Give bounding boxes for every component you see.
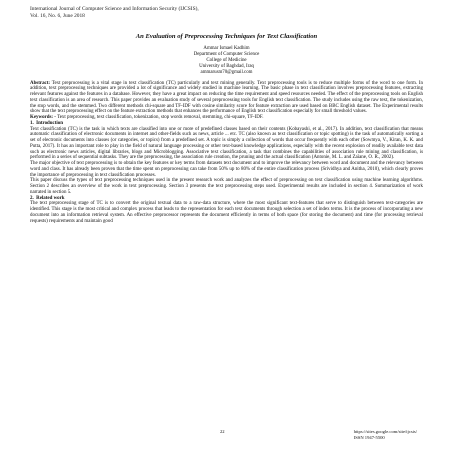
paper-title: An Evaluation of Preprocessing Techniques for Text Classification (135, 33, 318, 41)
intro-paragraph-1: Text classification (TC) is the task in which texts are classified into one or more of predefined classes based on their contents (Kobayashi, et al., 2017). In addition, text classification that means automatic classification of electronic documents in internet and other-fields such as news, article ... etc. TC (also known as text classification or topic spotting) is the task of automatically sorting a set of electronic documents into classes (or categories, or topics) from a predefined set. A topic is simply a collection of words that occur frequently with each other (Sowmya, V., Kiran, K. K. and Putta, 2017). It has an important role to play in the field of natural language processing or other text-based knowledge applications, especially with the recent explosion of readily available text data such as electronic news articles, digital libraries, blogs and Microblogging. Associative text classification, a task that combines the capabilities of association rule mining and classification, is performed in a series of sequential subtasks. They are the preprocessing, the association rule creation, the pruning and the actual classification (Antonie, M. L. and Zaïane, O. R., 2002). (30, 126, 423, 161)
keywords-label: Keywords: - (30, 115, 56, 121)
footer-url: https://sites.google.com/site/ijcsis/ (353, 429, 417, 434)
abstract-text: Text preprocessing is a vital stage in text classification (TC) particularly and text mining generally. Text preprocessing tools is to reduce multiple forms of the word to one form. In addition, text preprocessing techniques are provided a lot of significance and widely studied in machine learning. The basic phase in text classification involves preprocessing features, extracting relevant features against the features in a database. However, they have a great impact on reducing the time requirement and speed resources needed. The effect of the preprocessing tools on English text classification is an area of research. This paper provides an evaluation study of several preprocessing tools for English text classification. The study includes using the raw text, the tokenization, the stop words, and the stemmed. Two different methods chi-square and TF-IDF with cosine similarity score for feature extraction are used based on BBC English dataset. The Experimental results show that the text preprocessing effect on the feature extraction methods that enhances the performance of English text classification especially for small threshold values. (30, 80, 423, 115)
footer-issn: ISSN 1947-5500 (353, 434, 385, 440)
intro-paragraph-2: The major objective of text preprocessing is to obtain the key features or key terms from datasets text document and to improve the relevancy between word and document and the relevancy between word and class. It has already been proven that the time spent on preprocessing can take from 50% up to 80% of the entire classification process (Srividhya and Anitha, 2010), which clearly proves the importance of preprocessing in text classification processes. (30, 161, 423, 178)
footer-site-info (354, 429, 417, 440)
related-work-paragraph-1: The text preprocessing stage of TC is to convert the original textual data to a raw-data structure, where the most significant text-features that serve to distinguish between text-categories are identified. This stage is the most critical and complex process that leads to the representation for each text documents through selection a set of index terms. It is the process of incorporating a new document into an information retrieval system. An effective preprocessor represents the document efficiently in terms of both space (for storing the document) and time (for processing retrieval requests) requirements and maintain good (30, 201, 423, 224)
section-heading-introduction: 1. Introduction (30, 120, 63, 126)
section-heading-related-work: 2. Related work (30, 195, 65, 201)
journal-name: International Journal of Computer Science and Information Security (IJCSIS), (30, 6, 199, 12)
intro-paragraph-3: This paper discuss the types of text preprocessing techniques used in the present research work and analyzes the effect of preprocessing on text classification using machine learning algorithms. Section 2 describes an overview of the work in text preprocessing. Section 3 presents the text preprocessing steps used. Experimental results are included in section 4. Summarization of work narrated in section 5. (30, 178, 423, 195)
abstract-paragraph (30, 81, 423, 116)
author-department: Department of Computer Science (193, 52, 260, 58)
journal-header (30, 6, 423, 19)
author-college: College of Medicine (206, 58, 247, 63)
author-name: Ammar Ismael Kadhim (203, 46, 250, 52)
keywords-text: Text preprocessing, text classification, tokenization, stop words removal, stemming, chi-square, TF-IDF. (55, 115, 264, 121)
abstract-label: Abstract: (30, 80, 51, 86)
page-number: 22 (220, 429, 225, 434)
journal-volume: Vol. 16, No. 6, June 2018 (30, 12, 85, 19)
paper-body (30, 81, 423, 225)
author-university: University of Baghdad, Iraq (199, 63, 254, 69)
author-block (30, 46, 423, 76)
author-email: ammarusm70@gmail.com (200, 69, 253, 75)
